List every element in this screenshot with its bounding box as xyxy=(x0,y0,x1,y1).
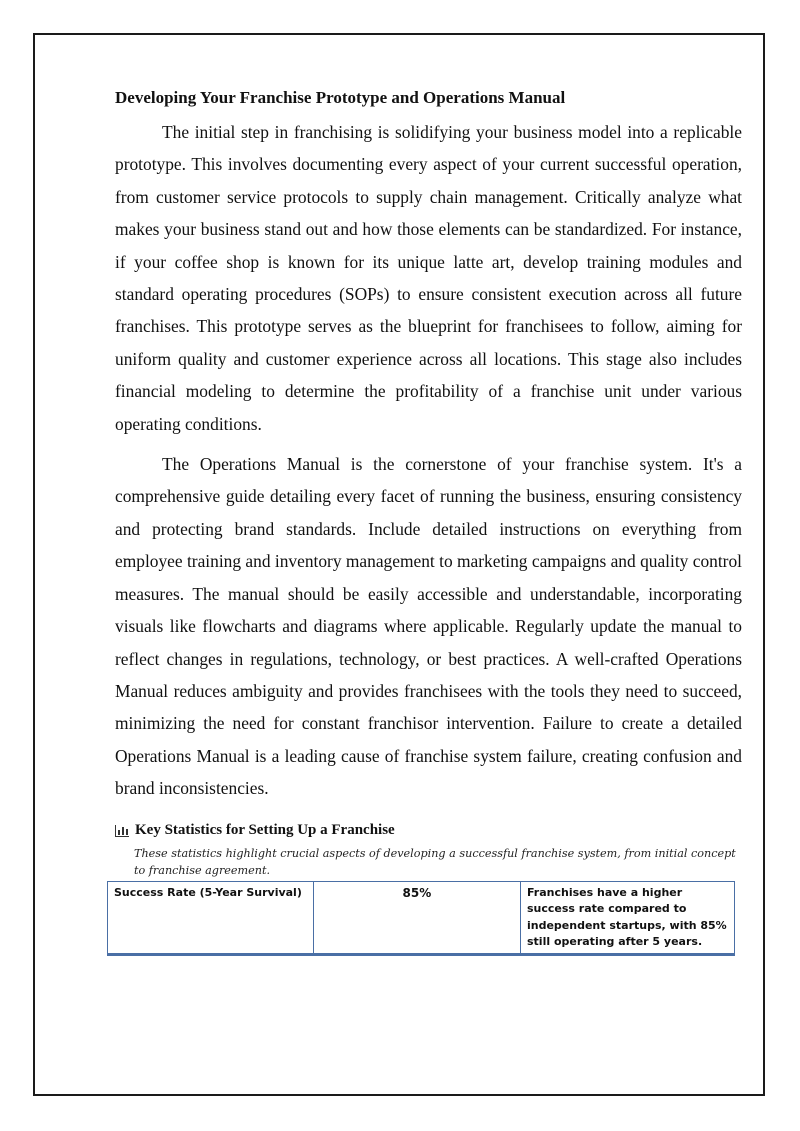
stat-value: 85% xyxy=(313,881,520,954)
page-content xyxy=(115,86,742,956)
stats-heading-text: Key Statistics for Setting Up a Franchise xyxy=(135,821,395,838)
key-statistics-section xyxy=(115,819,742,956)
paragraph-prototype: The initial step in franchising is solidifying your business model into a replicable prototype. This involves documenting every aspect of your current successful operation, from customer service protocols to supply chain management. Critically analyze what makes your business stand out and how those elements can be standardized. For instance, if your coffee shop is known for its unique latte art, develop training modules and standard operating procedures (SOPs) to ensure consistent execution across all future franchises. This prototype serves as the blueprint for franchisees to follow, aiming for uniform quality and customer experience across all locations. This stage also includes financial modeling to determine the profitability of a franchise unit under various operating conditions. xyxy=(115,122,742,434)
bar-chart-icon xyxy=(115,825,129,837)
stats-description: These statistics highlight crucial aspects of developing a successful franchise system, from initial concept to franchise agreement. xyxy=(134,846,736,877)
paragraph-operations-manual: The Operations Manual is the cornerstone of your franchise system. It's a comprehensive guide detailing every facet of running the business, ensuring consistency and protecting brand standards. Include detailed instructions on everything from employee training and inventory management to marketing campaigns and quality control measures. The manual should be easily accessible and understandable, incorporating visuals like flowcharts and diagrams where applicable. Regularly update the manual to reflect changes in regulations, technology, or best practices. A well-crafted Operations Manual reduces ambiguity and provides franchisees with the tools they need to succeed, minimizing the need for constant franchisor intervention. Failure to create a detailed Operations Manual is a leading cause of franchise system failure, creating confusion and brand inconsistencies. xyxy=(115,454,742,799)
stats-heading xyxy=(115,819,742,841)
section-heading: Developing Your Franchise Prototype and Operations Manual xyxy=(115,88,566,107)
stats-table xyxy=(107,881,735,956)
stat-note: Franchises have a higher success rate compared to independent startups, with 85% still operating after 5 years. xyxy=(521,881,735,954)
stat-label: Success Rate (5-Year Survival) xyxy=(108,881,314,954)
table-row xyxy=(108,881,735,954)
